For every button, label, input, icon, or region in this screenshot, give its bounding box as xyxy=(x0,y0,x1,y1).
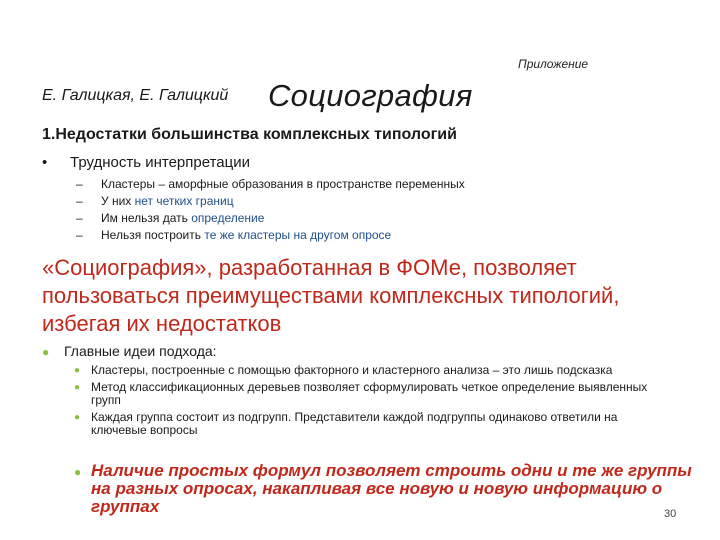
dash-icon: – xyxy=(76,177,83,191)
sub-item-highlight: определение xyxy=(191,211,265,225)
dash-icon: – xyxy=(76,194,83,208)
slide-title: Социография xyxy=(268,78,473,113)
bullet-dot-icon: • xyxy=(42,154,48,171)
green-bullet-icon: ● xyxy=(74,365,81,376)
sub-item-highlight: те же кластеры на другом опросе xyxy=(204,228,392,242)
authors: Е. Галицкая, Е. Галицкий xyxy=(42,87,229,104)
bullet-text: Трудность интерпретации xyxy=(70,154,250,171)
main-ideas-label xyxy=(42,343,217,359)
idea-text: Кластеры, построенные с помощью факторного и кластерного анализа – это лишь подсказка xyxy=(91,363,613,377)
sub-item xyxy=(76,176,465,193)
bullet-item xyxy=(42,154,250,171)
idea-item xyxy=(74,381,674,407)
sub-item-text: Им нельзя дать xyxy=(101,211,192,225)
green-bullet-icon: ● xyxy=(74,382,81,393)
idea-item xyxy=(74,364,674,377)
sub-list xyxy=(76,176,465,244)
green-bullet-icon: ● xyxy=(74,412,81,423)
sub-item-text: У них xyxy=(101,194,135,208)
idea-item xyxy=(74,411,674,437)
sub-item xyxy=(76,193,465,210)
claim-statement: «Социография», разработанная в ФОМе, позволяет пользоваться преимуществами комплексных типологий, избегая их недостатков xyxy=(42,255,620,336)
idea-text: Каждая группа состоит из подгрупп. Представители каждой подгруппы одинаково ответили на ключевые вопросы xyxy=(91,410,618,437)
sub-item xyxy=(76,210,465,227)
sub-item xyxy=(76,227,465,244)
sub-item-highlight: нет четких границ xyxy=(134,194,234,208)
final-statement xyxy=(74,462,704,516)
sub-item-text: Нельзя построить xyxy=(101,228,205,242)
dash-icon: – xyxy=(76,211,83,225)
green-bullet-icon: ● xyxy=(74,465,82,479)
idea-text: Метод классификационных деревьев позволяет сформулировать четкое определение выявленных групп xyxy=(91,380,648,407)
appendix-label: Приложение xyxy=(518,57,589,71)
section-heading: 1.Недостатки большинства комплексных типологий xyxy=(42,126,457,143)
ideas-list xyxy=(74,364,674,441)
main-ideas-text: Главные идеи подхода: xyxy=(64,343,217,359)
page-number: 30 xyxy=(664,508,677,520)
dash-icon: – xyxy=(76,228,83,242)
green-bullet-icon: ● xyxy=(42,345,50,359)
sub-item-text: Кластеры – аморфные образования в пространстве переменных xyxy=(101,177,465,191)
final-statement-text: Наличие простых формул позволяет строить одни и те же группы на разных опросах, накапливая все новую и новую информацию о группах xyxy=(91,461,692,516)
